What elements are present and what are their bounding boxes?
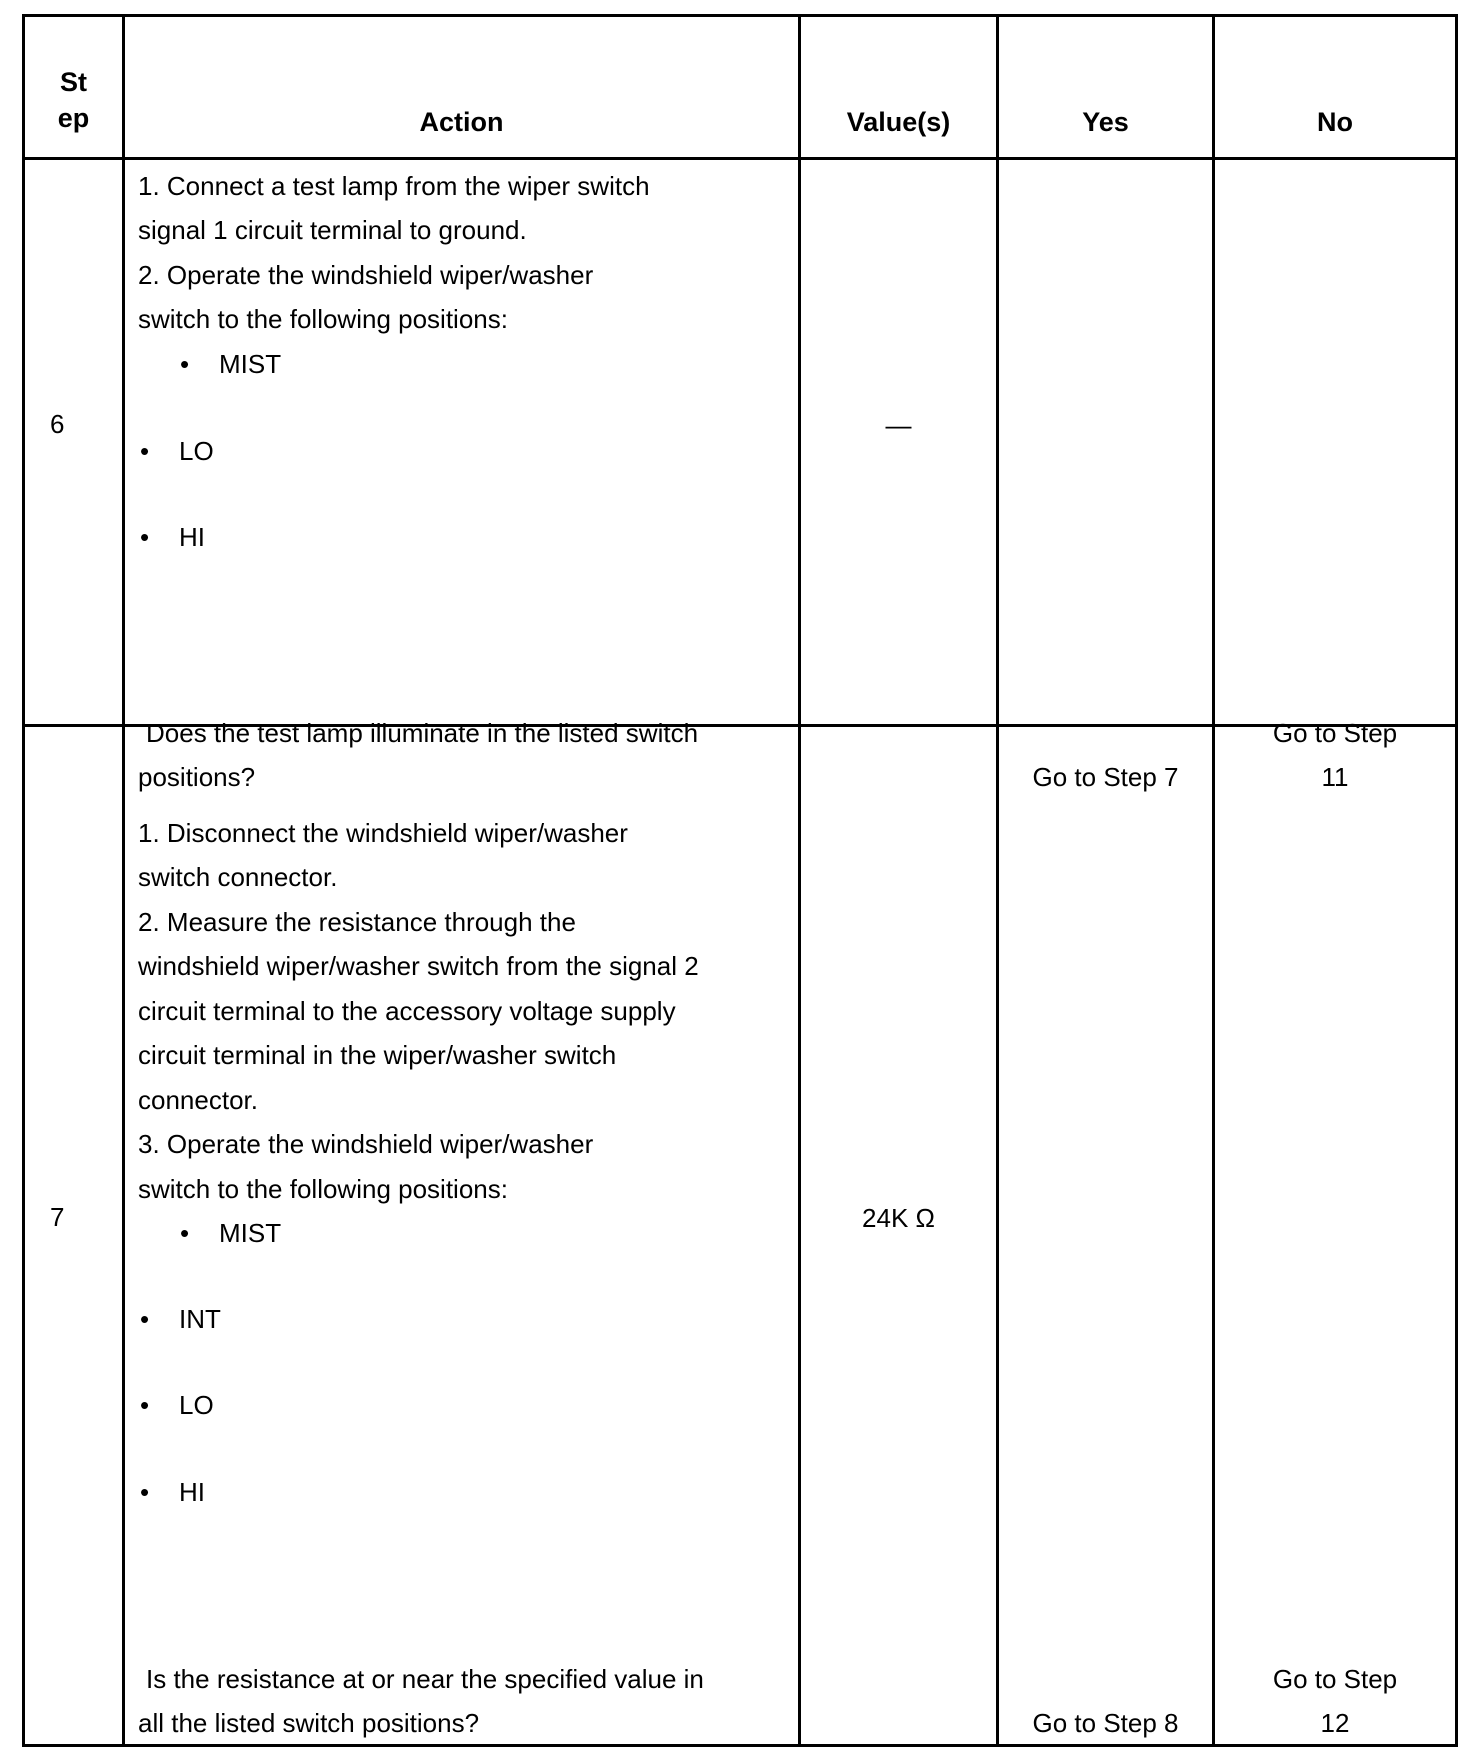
header-values: Value(s)	[846, 107, 951, 137]
column-divider-value	[996, 14, 999, 1747]
bullet-dot: •	[140, 522, 150, 552]
action-question: Does the test lamp illuminate in the listed switch	[146, 718, 699, 748]
action-line: switch to the following positions:	[138, 304, 508, 334]
no-cell-line1: Go to Step	[1272, 718, 1398, 748]
action-line: 1. Disconnect the windshield wiper/washer	[138, 818, 628, 848]
bullet-item: HI	[179, 1477, 205, 1507]
bullet-item: MIST	[219, 349, 282, 379]
diagnostic-table	[22, 14, 1458, 1747]
bullet-dot: •	[140, 436, 150, 466]
action-line: switch to the following positions:	[138, 1174, 508, 1204]
action-line: circuit terminal to the accessory voltage supply	[138, 996, 676, 1026]
table-border-right	[1455, 14, 1458, 1747]
action-line: circuit terminal in the wiper/washer switch	[138, 1040, 617, 1070]
bullet-dot: •	[140, 1477, 150, 1507]
action-question: positions?	[138, 762, 256, 792]
bullet-dot: •	[180, 349, 190, 379]
action-question: Is the resistance at or near the specified value in	[146, 1664, 704, 1694]
header-step-line2: ep	[57, 103, 90, 133]
column-divider-yes	[1212, 14, 1215, 1747]
yes-cell: Go to Step 7	[1032, 762, 1179, 792]
step-number: 7	[50, 1202, 65, 1232]
header-divider	[22, 157, 1458, 160]
bullet-item: LO	[179, 1390, 214, 1420]
action-line: switch connector.	[138, 862, 338, 892]
action-line: 3. Operate the windshield wiper/washer	[138, 1129, 594, 1159]
action-line: connector.	[138, 1085, 258, 1115]
action-line: signal 1 circuit terminal to ground.	[138, 215, 527, 245]
header-action: Action	[419, 107, 504, 137]
header-no: No	[1317, 107, 1353, 137]
column-divider-step	[122, 14, 125, 1747]
no-cell-line1: Go to Step	[1272, 1664, 1398, 1694]
step-number: 6	[50, 409, 65, 439]
action-line: windshield wiper/washer switch from the signal 2	[138, 951, 699, 981]
bullet-item: HI	[179, 522, 205, 552]
bullet-item: INT	[179, 1304, 221, 1334]
no-cell-line2: 11	[1321, 762, 1349, 792]
yes-cell: Go to Step 8	[1032, 1708, 1179, 1738]
header-yes: Yes	[1082, 107, 1129, 137]
column-divider-action	[798, 14, 801, 1747]
action-line: 2. Operate the windshield wiper/washer	[138, 260, 594, 290]
bullet-dot: •	[140, 1304, 150, 1334]
bullet-dot: •	[140, 1390, 150, 1420]
value-cell: —	[885, 410, 912, 440]
no-cell-line2: 12	[1320, 1708, 1350, 1738]
header-step-line1: St	[60, 67, 87, 97]
table-border-top	[22, 14, 1458, 17]
bullet-item: LO	[179, 436, 214, 466]
value-cell: 24K Ω	[862, 1203, 935, 1233]
action-line: 2. Measure the resistance through the	[138, 907, 576, 937]
bullet-dot: •	[180, 1218, 190, 1248]
action-question: all the listed switch positions?	[138, 1708, 480, 1738]
action-line: 1. Connect a test lamp from the wiper switch	[138, 171, 650, 201]
table-border-left	[22, 14, 25, 1747]
bullet-item: MIST	[219, 1218, 282, 1248]
